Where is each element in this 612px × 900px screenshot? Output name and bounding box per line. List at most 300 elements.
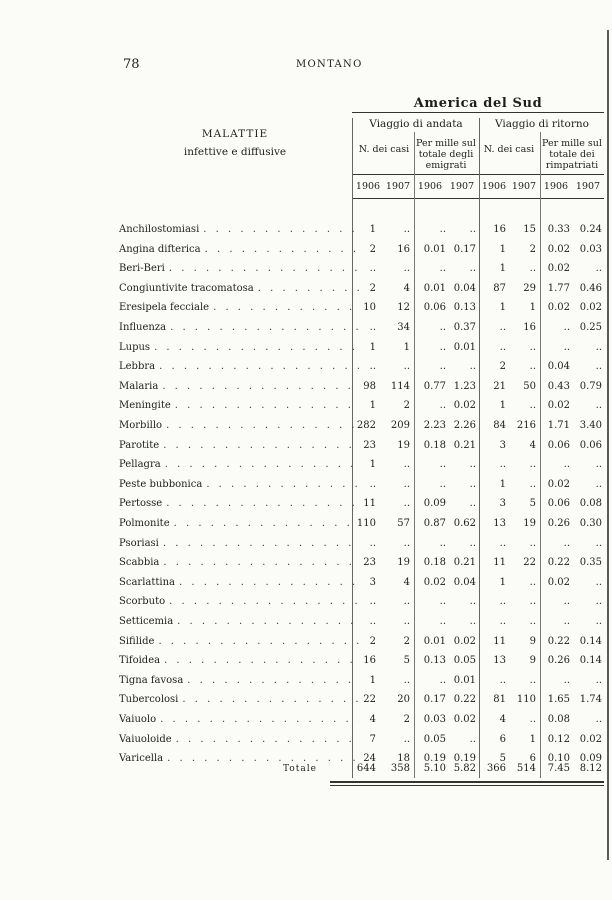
disease-name: Congiuntivite tracomatosa . . . — [119, 280, 359, 298]
table-cell: 81 — [493, 694, 506, 706]
per-mille-ret-line3: rimpatriati — [545, 160, 599, 171]
table-row — [0, 554, 612, 572]
table-cell: 1 — [499, 478, 506, 490]
table-cell: 21 — [493, 380, 506, 392]
cases-outbound-heading: N. dei casi — [358, 144, 410, 155]
table-cell: 50 — [523, 380, 536, 392]
table-cell: 0.02 — [579, 733, 602, 745]
disease-name: Eresipela fecciale . . . — [119, 299, 359, 317]
disease-name: Psoriasi . . . — [119, 535, 359, 553]
table-cell: 18 — [397, 753, 410, 765]
table-cell: 34 — [397, 322, 410, 333]
table-cell: 0.25 — [579, 322, 602, 333]
table-cell: 1 — [499, 302, 506, 314]
year-cell: 1906 — [417, 181, 443, 192]
table-cell: 1.77 — [547, 282, 570, 294]
years-top-rule — [352, 174, 604, 175]
table-cell: 1 — [369, 674, 376, 686]
table-cell: 1 — [499, 263, 506, 275]
disease-name: Scabbia . . . — [119, 554, 359, 572]
table-cell: .. — [595, 714, 602, 725]
table-cell: 2 — [369, 635, 376, 647]
table-cell: 3 — [369, 576, 376, 588]
table-cell: .. — [529, 400, 536, 412]
table-row — [0, 378, 612, 396]
row-label-heading — [165, 128, 305, 158]
total-label: Totale — [283, 764, 317, 774]
table-cell: 2 — [369, 282, 376, 294]
table-cell: 4 — [403, 282, 410, 294]
table-cell: 0.05 — [423, 733, 446, 745]
table-cell: 13 — [493, 655, 506, 667]
year-cell: 1907 — [511, 181, 537, 192]
table-cell: 2 — [403, 400, 410, 412]
per-mille-out-line1: Per mille sul — [416, 138, 476, 149]
table-row — [0, 574, 612, 592]
table-row — [0, 613, 612, 631]
table-cell: .. — [529, 674, 536, 686]
table-cell: 0.03 — [423, 714, 446, 725]
table-cell: 3 — [499, 498, 506, 510]
table-cell: .. — [499, 674, 506, 686]
table-cell: .. — [563, 616, 570, 627]
year-cell: 1907 — [449, 181, 475, 192]
table-row — [0, 652, 612, 670]
region-title: America del Sud — [413, 96, 543, 111]
table-cell: .. — [439, 341, 446, 353]
table-cell: 0.77 — [423, 380, 446, 392]
table-cell: 20 — [397, 694, 410, 706]
table-cell: 1 — [403, 341, 410, 353]
table-cell: 7 — [369, 733, 376, 745]
table-cell: .. — [529, 341, 536, 353]
cases-return-heading: N. dei casi — [483, 144, 535, 155]
table-cell: 0.02 — [547, 243, 570, 255]
year-cell: 1907 — [385, 181, 411, 192]
table-cell: 19 — [397, 557, 410, 569]
table-cell: 0.06 — [423, 302, 446, 314]
disease-name: Sifilide . . . — [119, 633, 359, 651]
table-cell: 0.21 — [453, 557, 476, 569]
table-cell: 0.06 — [547, 439, 570, 451]
table-cell: .. — [403, 616, 410, 627]
table-cell: .. — [469, 224, 476, 235]
table-cell: .. — [499, 341, 506, 353]
table-cell: 1 — [529, 302, 536, 314]
table-cell: .. — [595, 616, 602, 627]
table-cell: 16 — [523, 322, 536, 333]
table-row — [0, 515, 612, 533]
table-cell: .. — [403, 674, 410, 686]
table-cell: .. — [439, 361, 446, 373]
disease-name: Peste bubbonica . . . — [119, 476, 359, 494]
total-cell: 514 — [516, 763, 536, 774]
table-cell: 0.10 — [547, 753, 570, 765]
table-cell: .. — [369, 478, 376, 490]
table-row — [0, 319, 612, 337]
table-cell: 2.26 — [453, 420, 476, 431]
disease-name: Tigna favosa . . . — [119, 672, 359, 690]
table-row — [0, 593, 612, 611]
per-mille-ret-line1: Per mille sul — [542, 138, 602, 149]
table-cell: 114 — [390, 380, 410, 392]
table-cell: 216 — [516, 420, 536, 431]
table-cell: 0.02 — [453, 635, 476, 647]
table-cell: .. — [403, 459, 410, 471]
table-cell: .. — [529, 478, 536, 490]
table-cell: .. — [439, 263, 446, 275]
table-cell: .. — [529, 361, 536, 373]
table-cell: .. — [499, 322, 506, 333]
table-row — [0, 221, 612, 239]
table-cell: .. — [439, 400, 446, 412]
table-cell: 1.23 — [453, 380, 476, 392]
table-cell: 9 — [529, 655, 536, 667]
disease-name: Vaiuolo . . . — [119, 711, 359, 729]
table-cell: 16 — [493, 224, 506, 235]
table-cell: .. — [369, 596, 376, 608]
table-cell: .. — [595, 263, 602, 275]
table-cell: 9 — [529, 635, 536, 647]
table-cell: 16 — [363, 655, 376, 667]
table-cell: .. — [403, 361, 410, 373]
table-cell: .. — [563, 537, 570, 549]
table-cell: .. — [469, 478, 476, 490]
table-cell: .. — [403, 537, 410, 549]
table-cell: 0.02 — [547, 302, 570, 314]
table-cell: 0.19 — [423, 753, 446, 765]
disease-name: Beri-Beri . . . — [119, 260, 359, 278]
disease-name: Varicella . . . — [119, 750, 359, 768]
table-cell: 0.22 — [453, 694, 476, 706]
disease-name: Malaria . . . — [119, 378, 359, 396]
table-cell: 22 — [523, 557, 536, 569]
closing-rule — [330, 785, 604, 786]
table-cell: .. — [403, 224, 410, 235]
table-row — [0, 417, 612, 435]
table-cell: 12 — [397, 302, 410, 314]
table-row — [0, 691, 612, 709]
table-cell: .. — [499, 616, 506, 627]
disease-name: Lebbra . . . — [119, 358, 359, 376]
table-cell: .. — [595, 674, 602, 686]
table-cell: .. — [529, 537, 536, 549]
table-cell: 0.01 — [423, 282, 446, 294]
disease-name: Anchilostomiasi . . . — [119, 221, 359, 239]
table-cell: 0.01 — [453, 341, 476, 353]
table-cell: 6 — [499, 733, 506, 745]
table-row — [0, 495, 612, 513]
table-cell: 0.46 — [579, 282, 602, 294]
table-cell: 0.17 — [453, 243, 476, 255]
table-cell: 1 — [529, 733, 536, 745]
table-cell: 0.08 — [579, 498, 602, 510]
table-cell: 0.04 — [453, 282, 476, 294]
table-cell: .. — [529, 459, 536, 471]
table-cell: 0.04 — [547, 361, 570, 373]
table-cell: .. — [595, 361, 602, 373]
total-row — [0, 760, 612, 778]
table-cell: .. — [469, 459, 476, 471]
table-cell: .. — [403, 498, 410, 510]
table-cell: 19 — [397, 439, 410, 451]
disease-name: Pellagra . . . — [119, 456, 359, 474]
table-cell: 0.13 — [423, 655, 446, 667]
per-mille-ret-line2: totale dei — [549, 149, 595, 160]
total-cell: 7.45 — [547, 763, 570, 774]
table-cell: 0.01 — [453, 674, 476, 686]
disease-name: Pertosse . . . — [119, 495, 359, 513]
table-cell: 1.74 — [579, 694, 602, 706]
table-cell: 0.43 — [547, 380, 570, 392]
table-cell: 3 — [499, 439, 506, 451]
table-cell: .. — [439, 537, 446, 549]
table-cell: 0.18 — [423, 557, 446, 569]
table-cell: 0.14 — [579, 635, 602, 647]
disease-name: Lupus . . . — [119, 339, 359, 357]
table-cell: .. — [595, 478, 602, 490]
table-cell: 0.21 — [453, 439, 476, 451]
disease-name: Polmonite . . . — [119, 515, 359, 533]
table-cell: 4 — [499, 714, 506, 725]
table-cell: .. — [595, 537, 602, 549]
table-cell: 15 — [523, 224, 536, 235]
table-row — [0, 280, 612, 298]
table-cell: 0.12 — [547, 733, 570, 745]
table-cell: 10 — [363, 302, 376, 314]
total-cell: 358 — [390, 763, 410, 774]
table-cell: .. — [499, 596, 506, 608]
table-cell: .. — [563, 322, 570, 333]
table-cell: 0.30 — [579, 518, 602, 529]
table-row — [0, 241, 612, 259]
table-cell: 0.26 — [547, 655, 570, 667]
table-cell: .. — [369, 361, 376, 373]
table-cell: .. — [439, 459, 446, 471]
table-cell: .. — [439, 478, 446, 490]
header-rule — [352, 112, 604, 113]
row-label-line2: infettive e diffusive — [183, 146, 287, 158]
disease-name: Influenza . . . — [119, 319, 359, 337]
table-cell: .. — [563, 674, 570, 686]
table-cell: 57 — [397, 518, 410, 529]
disease-name: Morbillo . . . — [119, 417, 359, 435]
table-cell: .. — [595, 341, 602, 353]
table-cell: .. — [369, 263, 376, 275]
table-cell: 11 — [363, 498, 376, 510]
table-cell: .. — [469, 263, 476, 275]
table-row — [0, 633, 612, 651]
year-cell: 1906 — [543, 181, 569, 192]
table-cell: 1 — [499, 243, 506, 255]
table-cell: 1 — [499, 576, 506, 588]
per-mille-return-heading — [540, 138, 604, 171]
years-bottom-rule — [352, 198, 604, 199]
outbound-heading: Viaggio di andata — [369, 118, 463, 130]
table-cell: 0.19 — [453, 753, 476, 765]
table-row — [0, 476, 612, 494]
table-cell: .. — [469, 361, 476, 373]
running-head: MONTANO — [296, 59, 363, 70]
table-cell: 1 — [369, 400, 376, 412]
table-cell: 5 — [403, 655, 410, 667]
table-cell: 1 — [499, 400, 506, 412]
table-cell: 209 — [390, 420, 410, 431]
table-row — [0, 711, 612, 729]
table-cell: 0.02 — [453, 400, 476, 412]
table-cell: 2 — [499, 361, 506, 373]
table-cell: .. — [563, 596, 570, 608]
table-cell: .. — [529, 714, 536, 725]
per-mille-out-line2: totale degli — [418, 149, 474, 160]
table-cell: 3.40 — [579, 420, 602, 431]
table-cell: 0.26 — [547, 518, 570, 529]
total-cell: 5.82 — [453, 763, 476, 774]
table-cell: 0.79 — [579, 380, 602, 392]
table-cell: .. — [529, 576, 536, 588]
year-cell: 1906 — [355, 181, 381, 192]
table-cell: 0.13 — [453, 302, 476, 314]
disease-name: Tifoidea . . . — [119, 652, 359, 670]
table-cell: 0.22 — [547, 557, 570, 569]
table-cell: 0.33 — [547, 224, 570, 235]
table-cell: .. — [403, 478, 410, 490]
table-cell: 0.03 — [579, 243, 602, 255]
table-cell: .. — [529, 616, 536, 627]
table-cell: 0.24 — [579, 224, 602, 235]
table-cell: 2 — [529, 243, 536, 255]
total-cell: 5.10 — [423, 763, 446, 774]
table-cell: 0.02 — [453, 714, 476, 725]
table-cell: 19 — [523, 518, 536, 529]
table-row — [0, 358, 612, 376]
table-cell: 0.02 — [423, 576, 446, 588]
table-cell: .. — [439, 224, 446, 235]
disease-name: Vaiuoloide . . . — [119, 731, 359, 749]
table-cell: 0.02 — [547, 263, 570, 275]
table-cell: .. — [369, 537, 376, 549]
table-cell: .. — [529, 263, 536, 275]
table-cell: 1.71 — [547, 420, 570, 431]
table-cell: .. — [439, 596, 446, 608]
total-cell: 366 — [486, 763, 506, 774]
table-cell: 0.87 — [423, 518, 446, 529]
table-row — [0, 299, 612, 317]
table-cell: 0.02 — [547, 576, 570, 588]
table-cell: 29 — [523, 282, 536, 294]
table-cell: 282 — [356, 420, 376, 431]
table-cell: .. — [439, 616, 446, 627]
table-cell: .. — [595, 459, 602, 471]
table-cell: 6 — [529, 753, 536, 765]
table-cell: 0.05 — [453, 655, 476, 667]
table-cell: 24 — [363, 753, 376, 765]
table-cell: 0.01 — [423, 243, 446, 255]
disease-name: Parotite . . . — [119, 437, 359, 455]
per-mille-out-line3: emigrati — [425, 160, 467, 171]
table-cell: 2 — [369, 243, 376, 255]
table-cell: .. — [403, 596, 410, 608]
table-cell: 5 — [499, 753, 506, 765]
table-cell: .. — [369, 322, 376, 333]
table-cell: .. — [499, 537, 506, 549]
disease-name: Tubercolosi . . . — [119, 691, 359, 709]
table-cell: 1 — [369, 341, 376, 353]
table-cell: 0.35 — [579, 557, 602, 569]
row-label-line1: MALATTIE — [201, 128, 269, 140]
table-cell: 16 — [397, 243, 410, 255]
year-cell: 1906 — [481, 181, 507, 192]
table-cell: .. — [595, 576, 602, 588]
disease-name: Scarlattina . . . — [119, 574, 359, 592]
table-cell: 4 — [529, 439, 536, 451]
disease-name: Meningite . . . — [119, 397, 359, 415]
table-cell: 0.18 — [423, 439, 446, 451]
year-cell: 1907 — [575, 181, 601, 192]
table-cell: .. — [439, 322, 446, 333]
table-cell: 0.09 — [423, 498, 446, 510]
table-row — [0, 672, 612, 690]
disease-name: Angina difterica . . . — [119, 241, 359, 259]
table-cell: 110 — [356, 518, 376, 529]
table-cell: .. — [529, 596, 536, 608]
table-cell: 0.02 — [579, 302, 602, 314]
table-row — [0, 535, 612, 553]
table-row — [0, 339, 612, 357]
total-cell: 644 — [356, 763, 376, 774]
table-row — [0, 731, 612, 749]
table-cell: 2 — [403, 714, 410, 725]
table-cell: .. — [563, 341, 570, 353]
table-cell: 0.04 — [453, 576, 476, 588]
page-number: 78 — [123, 57, 140, 72]
disease-name: Scorbuto . . . — [119, 593, 359, 611]
table-cell: 1 — [369, 224, 376, 235]
table-cell: 4 — [369, 714, 376, 725]
table-cell: .. — [563, 459, 570, 471]
table-row — [0, 437, 612, 455]
table-cell: 0.22 — [547, 635, 570, 647]
table-cell: 2 — [403, 635, 410, 647]
table-row — [0, 260, 612, 278]
table-cell: 0.14 — [579, 655, 602, 667]
return-heading: Viaggio di ritorno — [495, 118, 589, 130]
table-cell: 22 — [363, 694, 376, 706]
table-cell: 5 — [529, 498, 536, 510]
table-cell: 1 — [369, 459, 376, 471]
table-cell: .. — [403, 263, 410, 275]
disease-name: Setticemia . . . — [119, 613, 359, 631]
table-cell: .. — [469, 596, 476, 608]
table-cell: 0.09 — [579, 753, 602, 765]
table-cell: .. — [469, 498, 476, 510]
table-cell: 84 — [493, 420, 506, 431]
table-cell: .. — [595, 400, 602, 412]
table-row — [0, 397, 612, 415]
table-cell: 23 — [363, 557, 376, 569]
total-cell: 8.12 — [579, 763, 602, 774]
table-cell: .. — [469, 616, 476, 627]
table-cell: 0.02 — [547, 400, 570, 412]
table-cell: 0.06 — [579, 439, 602, 451]
table-cell: .. — [439, 674, 446, 686]
per-mille-outbound-heading — [414, 138, 478, 171]
table-cell: 1.65 — [547, 694, 570, 706]
table-cell: 87 — [493, 282, 506, 294]
table-cell: 0.37 — [453, 322, 476, 333]
table-cell: 0.06 — [547, 498, 570, 510]
table-cell: .. — [469, 537, 476, 549]
